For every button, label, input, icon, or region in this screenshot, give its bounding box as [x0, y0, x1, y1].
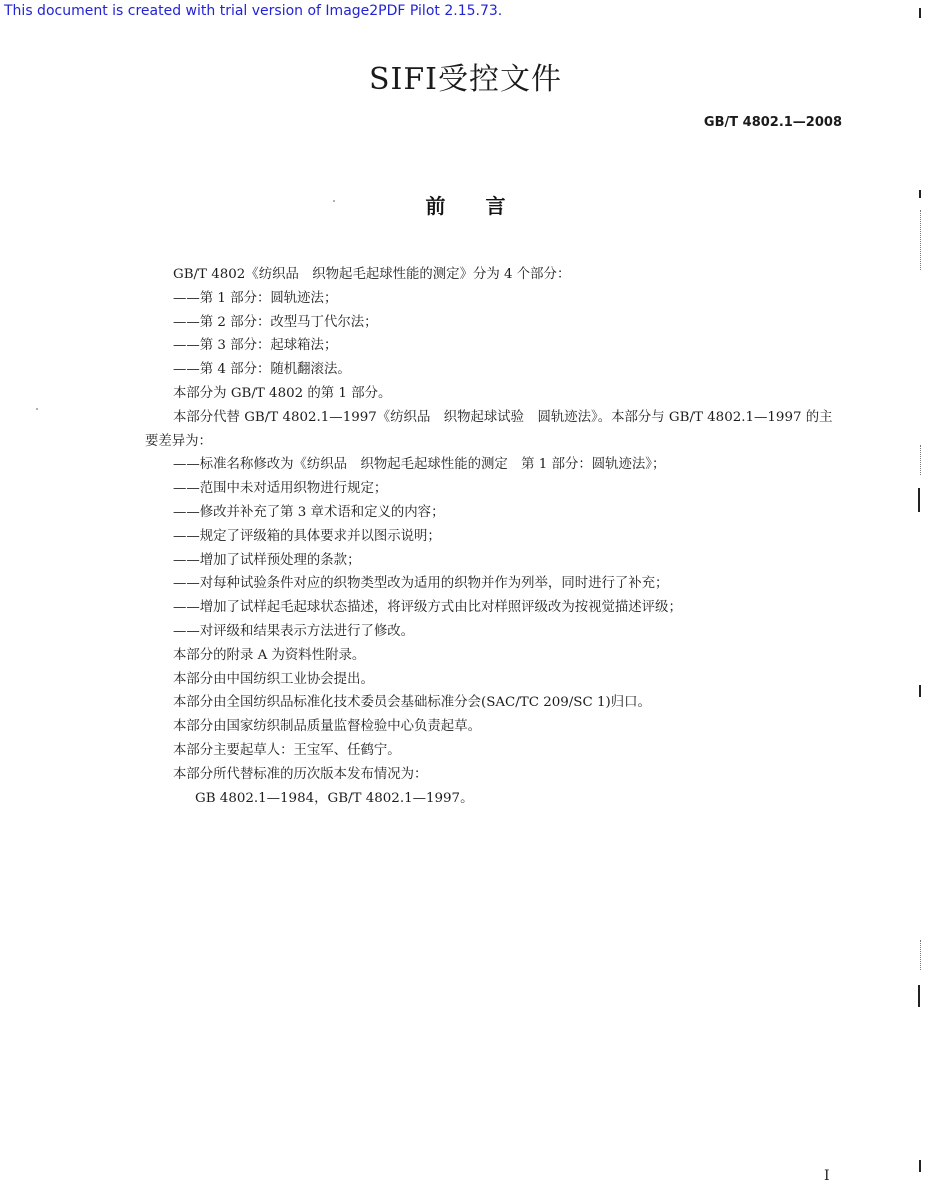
- paragraph-this-part: 本部分为 GB/T 4802 的第 1 部分。: [173, 385, 392, 401]
- scan-edge-mark: [918, 488, 920, 512]
- trial-watermark: This document is created with trial version of Image2PDF Pilot 2.15.73.: [4, 3, 503, 19]
- list-item-part-1: ——第 1 部分：圆轨迹法；: [173, 290, 338, 306]
- scan-edge-dots: [920, 210, 922, 270]
- scan-edge-mark: [919, 685, 921, 697]
- list-item-change-4: ——规定了评级箱的具体要求并以图示说明；: [173, 528, 441, 544]
- list-item-part-4: ——第 4 部分：随机翻滚法。: [173, 362, 351, 378]
- preface-body: [145, 263, 845, 810]
- paragraph-drafted-by: 本部分由国家纺织制品质量监督检验中心负责起草。: [173, 719, 481, 735]
- scan-edge-mark: [919, 1160, 921, 1172]
- scan-speck: [36, 408, 38, 410]
- paragraph-replaces: 本部分代替 GB/T 4802.1—1997《纺织品 织物起球试验 圆轨迹法》。本部分与 GB/T 4802.1—1997 的主要差异为：: [145, 409, 833, 449]
- list-item-part-2: ——第 2 部分：改型马丁代尔法；: [173, 314, 378, 330]
- scan-edge-dots: [920, 940, 922, 970]
- scan-edge-mark: [919, 190, 921, 198]
- standard-code: GB/T 4802.1—2008: [703, 115, 842, 130]
- scan-speck: [333, 200, 335, 202]
- paragraph-history-intro: 本部分所代替标准的历次版本发布情况为：: [173, 766, 428, 782]
- scan-edge-mark: [918, 985, 920, 1007]
- list-item-change-3: ——修改并补充了第 3 章术语和定义的内容；: [173, 504, 445, 520]
- controlled-document-title: SIFI受控文件: [368, 62, 563, 97]
- list-item-change-8: ——对评级和结果表示方法进行了修改。: [173, 623, 415, 639]
- list-item-change-7: ——增加了试样起毛起球状态描述，将评级方式由比对样照评级改为按视觉描述评级；: [173, 600, 682, 616]
- list-item-change-6: ——对每种试验条件对应的织物类型改为适用的织物并作为列举，同时进行了补充；: [173, 576, 669, 592]
- paragraph-under-jurisdiction: 本部分由全国纺织品标准化技术委员会基础标准分会(SAC/TC 209/SC 1)归口。: [173, 695, 651, 711]
- paragraph-proposed-by: 本部分由中国纺织工业协会提出。: [173, 671, 374, 687]
- paragraph-parts-intro: GB/T 4802《纺织品 织物起毛起球性能的测定》分为 4 个部分：: [173, 267, 571, 282]
- section-title-preface: 前言: [425, 194, 546, 218]
- paragraph-history-versions: GB 4802.1—1984，GB/T 4802.1—1997。: [195, 790, 474, 806]
- scan-edge-mark: [919, 8, 921, 18]
- list-item-part-3: ——第 3 部分：起球箱法；: [173, 338, 338, 354]
- scan-edge-dots: [920, 445, 922, 475]
- list-item-change-1: ——标准名称修改为《纺织品 织物起毛起球性能的测定 第 1 部分：圆轨迹法》；: [173, 457, 666, 473]
- paragraph-drafters: 本部分主要起草人：王宝军、任鹤宁。: [173, 742, 401, 758]
- list-item-change-2: ——范围中未对适用织物进行规定；: [173, 481, 388, 497]
- page-number: I: [824, 1168, 830, 1184]
- list-item-change-5: ——增加了试样预处理的条款；: [173, 552, 361, 568]
- paragraph-annex: 本部分的附录 A 为资料性附录。: [173, 647, 366, 663]
